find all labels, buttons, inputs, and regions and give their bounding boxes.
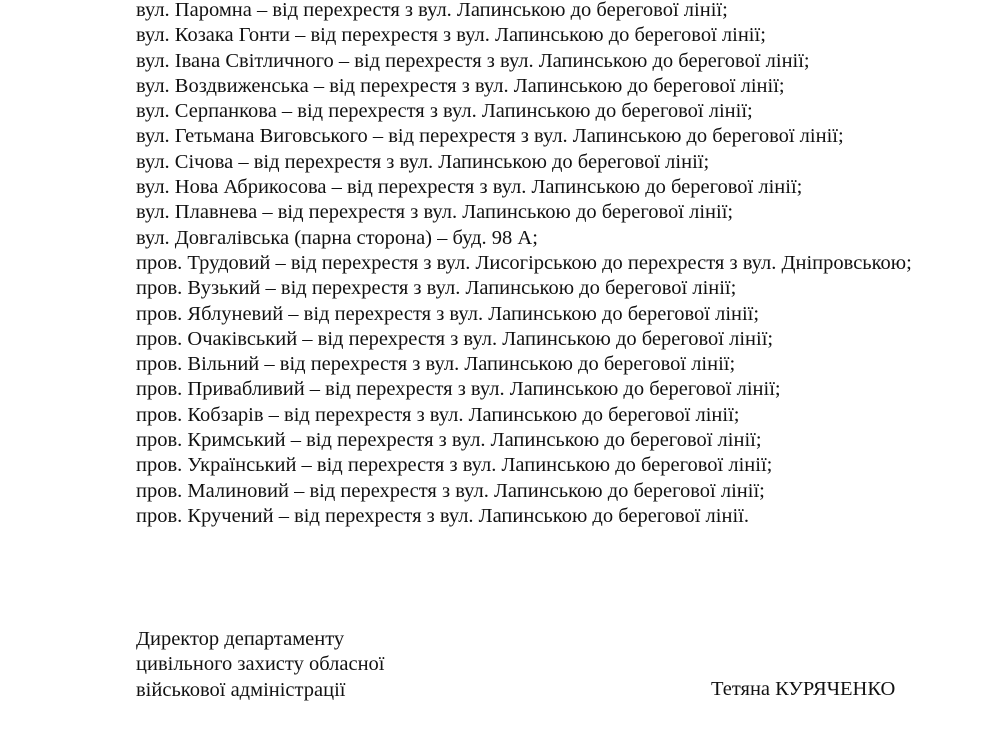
street-item: вул. Козака Гонти – від перехрестя з вул. Лапинською до берегової лінії;: [136, 24, 766, 47]
street-item: вул. Плавнева – від перехрестя з вул. Лапинською до берегової лінії;: [136, 201, 734, 224]
street-item: пров. Український – від перехрестя з вул. Лапинською до берегової лінії;: [136, 454, 773, 477]
street-item: вул. Нова Абрикосова – від перехрестя з вул. Лапинською до берегової лінії;: [136, 176, 803, 199]
street-item: вул. Гетьмана Виговського – від перехрестя з вул. Лапинською до берегової лінії;: [136, 125, 844, 148]
signer-title-line-1: Директор департаменту: [136, 628, 345, 650]
street-item: пров. Малиновий – від перехрестя з вул. Лапинською до берегової лінії;: [136, 479, 765, 502]
street-item: вул. Івана Світличного – від перехрестя з вул. Лапинською до берегової лінії;: [136, 49, 810, 72]
street-item: пров. Вузький – від перехрестя з вул. Лапинською до берегової лінії;: [136, 277, 737, 300]
signer-name: Тетяна КУРЯЧЕНКО: [711, 678, 896, 700]
signer-title-line-3: військової адміністрації: [136, 678, 346, 701]
street-item: пров. Кобзарів – від перехрестя з вул. Лапинською до берегової лінії;: [136, 403, 740, 426]
street-item: пров. Очаківський – від перехрестя з вул. Лапинською до берегової лінії;: [136, 327, 774, 350]
street-item: пров. Вільний – від перехрестя з вул. Лапинською до берегової лінії;: [136, 353, 736, 376]
street-item: пров. Трудовий – від перехрестя з вул. Лисогірською до перехрестя з вул. Дніпровською;: [136, 251, 912, 274]
signer-title-line-2: цивільного захисту обласної: [136, 653, 385, 676]
street-item: пров. Кручений – від перехрестя з вул. Лапинською до берегової лінії.: [136, 504, 749, 527]
street-list: [136, 0, 970, 529]
street-item: пров. Привабливий – від перехрестя з вул. Лапинською до берегової лінії;: [136, 378, 781, 401]
street-item: пров. Яблуневий – від перехрестя з вул. Лапинською до берегової лінії;: [136, 302, 760, 325]
street-item: вул. Серпанкова – від перехрестя з вул. Лапинською до берегової лінії;: [136, 100, 753, 123]
street-item: вул. Паромна – від перехрестя з вул. Лапинською до берегової лінії;: [136, 0, 728, 21]
street-item: вул. Довгалівська (парна сторона) – буд. 98 А;: [136, 226, 538, 249]
street-item: пров. Кримський – від перехрестя з вул. Лапинською до берегової лінії;: [136, 429, 762, 452]
street-item: вул. Січова – від перехрестя з вул. Лапинською до берегової лінії;: [136, 150, 710, 173]
street-item: вул. Воздвиженська – від перехрестя з вул. Лапинською до берегової лінії;: [136, 74, 785, 97]
